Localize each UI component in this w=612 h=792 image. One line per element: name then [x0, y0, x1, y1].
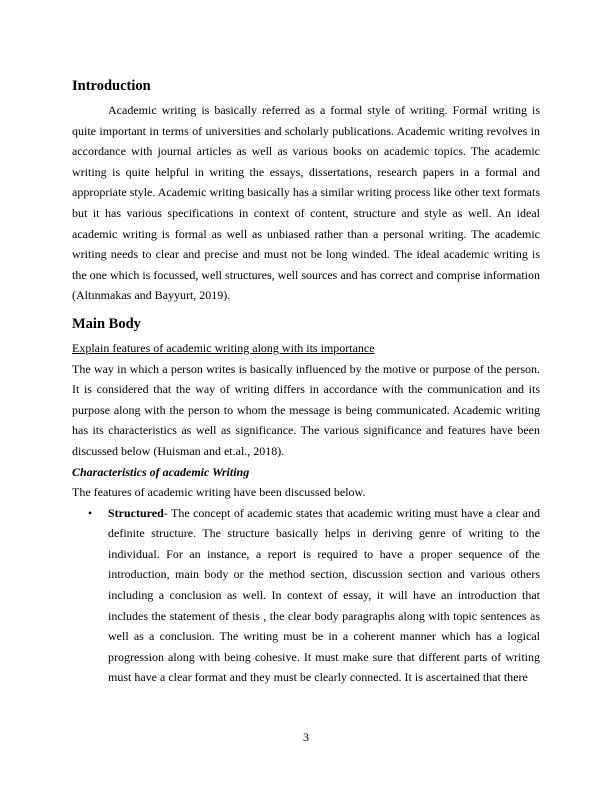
introduction-paragraph: Academic writing is basically referred as a formal style of writing. Formal writing is quite important in terms of universities and scholarly publications. Academic writing revolves in accordance with journal articles as well as various books on academic topics. The academic writing is quite helpful in writing the essays, dissertations, research papers in a formal and appropriate style. Academic writing basically has a similar writing process like other text formats but it has various specifications in context of content, structure and style as well. An ideal academic writing is formal as well as unbiased rather than a personal writing. The academic writing needs to clear and precise and must not be long winded. The ideal academic writing is the one which is focussed, well structures, well sources and has correct and comprise information (Altınmakas and Bayyurt, 2019).: [72, 103, 540, 303]
document-page: [72, 76, 540, 688]
main-body-subheading: Explain features of academic writing along with its importance: [72, 340, 375, 355]
list-item: [72, 503, 540, 688]
page-number: 3: [303, 730, 309, 744]
bullet-text: - The concept of academic states that academic writing must have a clear and definite structure. The structure basically helps in deriving genre of writing to the individual. For an instance, a report is required to have a proper sequence of the introduction, main body or the method section, discussion section and various others including a conclusion as well. In context of essay, it will have an introduction that includes the statement of thesis , the clear body paragraphs along with topic sentences as well as a conclusion. The writing must be in a coherent manner which has a logical progression along with being cohesive. It must make sure that different parts of writing must have a clear format and they must be clearly connected. It is ascertained that there: [108, 505, 540, 685]
main-body-heading: Main Body: [72, 315, 141, 332]
features-intro: The features of academic writing have been discussed below.: [72, 485, 366, 500]
main-body-paragraph: The way in which a person writes is basically influenced by the motive or purpose of the person. It is considered that the way of writing differs in accordance with the communication and its purpose along with the person to whom the message is being communicated. Academic writing has its characteristics as well as significance. The various significance and features have been discussed below (Huisman and et.al., 2018).: [72, 361, 540, 458]
characteristics-list: [72, 503, 540, 688]
bullet-icon: •: [88, 505, 93, 520]
characteristics-heading: Characteristics of academic Writing: [72, 464, 250, 479]
bullet-term: Structured: [108, 505, 164, 520]
introduction-heading: Introduction: [72, 78, 151, 94]
